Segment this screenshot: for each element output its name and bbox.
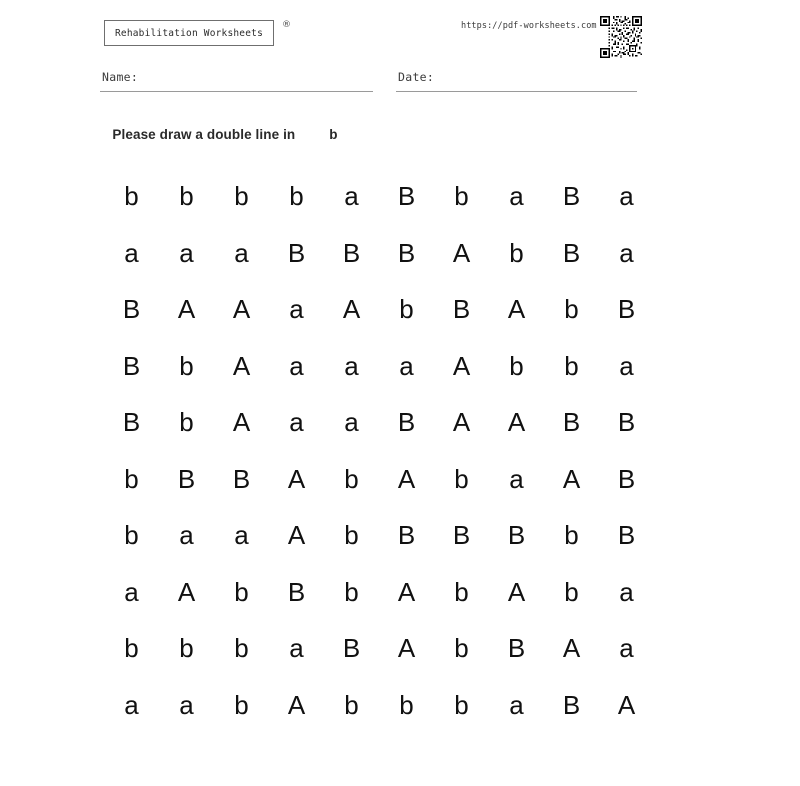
- letter-cell[interactable]: B: [397, 520, 416, 551]
- letter-cell[interactable]: A: [397, 576, 416, 607]
- letter-cell[interactable]: A: [177, 576, 196, 607]
- letter-cell[interactable]: a: [124, 689, 139, 720]
- grid-row: [104, 507, 644, 564]
- letter-cell[interactable]: b: [344, 689, 359, 720]
- letter-cell[interactable]: a: [179, 520, 194, 551]
- letter-cell[interactable]: B: [122, 350, 141, 381]
- letter-cell[interactable]: A: [452, 407, 471, 438]
- letter-cell[interactable]: a: [289, 350, 304, 381]
- site-url: https://pdf-worksheets.com: [461, 21, 597, 31]
- name-field[interactable]: [100, 68, 373, 92]
- letter-cell[interactable]: b: [289, 181, 304, 212]
- letter-cell[interactable]: B: [287, 576, 306, 607]
- letter-cell[interactable]: B: [397, 181, 416, 212]
- letter-cell[interactable]: B: [562, 689, 581, 720]
- letter-cell[interactable]: A: [342, 294, 361, 325]
- letter-cell[interactable]: a: [509, 463, 524, 494]
- date-field[interactable]: [396, 68, 637, 92]
- letter-cell[interactable]: B: [452, 294, 471, 325]
- letter-cell[interactable]: b: [454, 633, 469, 664]
- grid-row: [104, 451, 644, 508]
- letter-cell[interactable]: b: [509, 237, 524, 268]
- letter-cell[interactable]: a: [289, 633, 304, 664]
- letter-cell[interactable]: b: [454, 463, 469, 494]
- letter-cell[interactable]: B: [122, 294, 141, 325]
- letter-cell[interactable]: b: [124, 463, 139, 494]
- letter-cell[interactable]: b: [179, 407, 194, 438]
- letter-cell[interactable]: a: [619, 576, 634, 607]
- letter-cell[interactable]: a: [289, 294, 304, 325]
- letter-cell[interactable]: B: [617, 294, 636, 325]
- letter-cell[interactable]: b: [564, 294, 579, 325]
- letter-cell[interactable]: a: [234, 520, 249, 551]
- letter-cell[interactable]: A: [507, 294, 526, 325]
- letter-cell[interactable]: B: [122, 407, 141, 438]
- letter-cell[interactable]: B: [287, 237, 306, 268]
- letter-cell[interactable]: a: [124, 237, 139, 268]
- letter-cell[interactable]: b: [179, 181, 194, 212]
- letter-cell[interactable]: A: [397, 463, 416, 494]
- letter-cell[interactable]: A: [507, 407, 526, 438]
- letter-cell[interactable]: b: [454, 576, 469, 607]
- letter-cell[interactable]: B: [617, 520, 636, 551]
- instruction-label: Please draw a double line in: [112, 127, 296, 142]
- name-label: Name:: [102, 70, 139, 84]
- letter-cell[interactable]: A: [507, 576, 526, 607]
- letter-cell[interactable]: b: [234, 689, 249, 720]
- grid-row: [104, 394, 644, 451]
- letter-cell[interactable]: b: [124, 181, 139, 212]
- registered-mark: ®: [282, 20, 291, 30]
- letter-cell[interactable]: A: [452, 350, 471, 381]
- letter-cell[interactable]: b: [454, 181, 469, 212]
- instruction-target-letter: b: [329, 127, 338, 142]
- letter-cell[interactable]: A: [397, 633, 416, 664]
- letter-cell[interactable]: b: [124, 520, 139, 551]
- letter-cell[interactable]: a: [234, 237, 249, 268]
- letter-grid: [104, 168, 644, 733]
- letter-cell[interactable]: b: [399, 294, 414, 325]
- letter-cell[interactable]: B: [507, 633, 526, 664]
- letter-cell[interactable]: b: [344, 576, 359, 607]
- qr-code-icon: [600, 16, 642, 58]
- letter-cell[interactable]: a: [344, 181, 359, 212]
- grid-row: [104, 225, 644, 282]
- letter-cell[interactable]: B: [452, 520, 471, 551]
- letter-cell[interactable]: B: [177, 463, 196, 494]
- letter-cell[interactable]: b: [234, 576, 249, 607]
- letter-cell[interactable]: a: [289, 407, 304, 438]
- letter-cell[interactable]: b: [234, 633, 249, 664]
- grid-row: [104, 564, 644, 621]
- letter-cell[interactable]: A: [287, 520, 306, 551]
- brand-label: Rehabilitation Worksheets: [115, 27, 263, 39]
- date-label: Date:: [398, 70, 435, 84]
- letter-cell[interactable]: b: [344, 520, 359, 551]
- letter-cell[interactable]: A: [232, 294, 251, 325]
- letter-cell[interactable]: a: [179, 237, 194, 268]
- letter-cell[interactable]: A: [287, 689, 306, 720]
- letter-cell[interactable]: A: [562, 463, 581, 494]
- letter-cell[interactable]: a: [344, 407, 359, 438]
- letter-cell[interactable]: a: [344, 350, 359, 381]
- letter-cell[interactable]: B: [617, 463, 636, 494]
- grid-row: [104, 620, 644, 677]
- brand-box: [104, 20, 274, 46]
- letter-cell[interactable]: a: [179, 689, 194, 720]
- letter-cell[interactable]: B: [617, 407, 636, 438]
- letter-cell[interactable]: b: [564, 576, 579, 607]
- letter-cell[interactable]: B: [562, 181, 581, 212]
- instruction-text: [97, 112, 338, 157]
- grid-row: [104, 281, 644, 338]
- letter-cell[interactable]: b: [179, 633, 194, 664]
- grid-row: [104, 338, 644, 395]
- letter-cell[interactable]: a: [509, 181, 524, 212]
- letter-cell[interactable]: B: [562, 407, 581, 438]
- letter-cell[interactable]: A: [232, 407, 251, 438]
- letter-cell[interactable]: a: [619, 350, 634, 381]
- letter-cell[interactable]: B: [342, 633, 361, 664]
- letter-cell[interactable]: B: [397, 237, 416, 268]
- letter-cell[interactable]: A: [232, 350, 251, 381]
- letter-cell[interactable]: b: [179, 350, 194, 381]
- letter-cell[interactable]: B: [397, 407, 416, 438]
- letter-cell[interactable]: a: [619, 633, 634, 664]
- letter-cell[interactable]: B: [342, 237, 361, 268]
- letter-cell[interactable]: b: [234, 181, 249, 212]
- letter-cell[interactable]: a: [509, 689, 524, 720]
- letter-cell[interactable]: b: [344, 463, 359, 494]
- letter-cell[interactable]: B: [507, 520, 526, 551]
- letter-cell[interactable]: b: [509, 350, 524, 381]
- letter-cell[interactable]: a: [399, 350, 414, 381]
- letter-cell[interactable]: b: [564, 350, 579, 381]
- letter-cell[interactable]: b: [454, 689, 469, 720]
- letter-cell[interactable]: a: [619, 237, 634, 268]
- grid-row: [104, 168, 644, 225]
- letter-cell[interactable]: A: [177, 294, 196, 325]
- letter-cell[interactable]: A: [287, 463, 306, 494]
- letter-cell[interactable]: B: [232, 463, 251, 494]
- letter-cell[interactable]: B: [562, 237, 581, 268]
- letter-cell[interactable]: a: [124, 576, 139, 607]
- letter-cell[interactable]: A: [452, 237, 471, 268]
- letter-cell[interactable]: b: [399, 689, 414, 720]
- letter-cell[interactable]: a: [619, 181, 634, 212]
- grid-row: [104, 677, 644, 734]
- letter-cell[interactable]: b: [124, 633, 139, 664]
- letter-cell[interactable]: A: [562, 633, 581, 664]
- letter-cell[interactable]: b: [564, 520, 579, 551]
- letter-cell[interactable]: A: [617, 689, 636, 720]
